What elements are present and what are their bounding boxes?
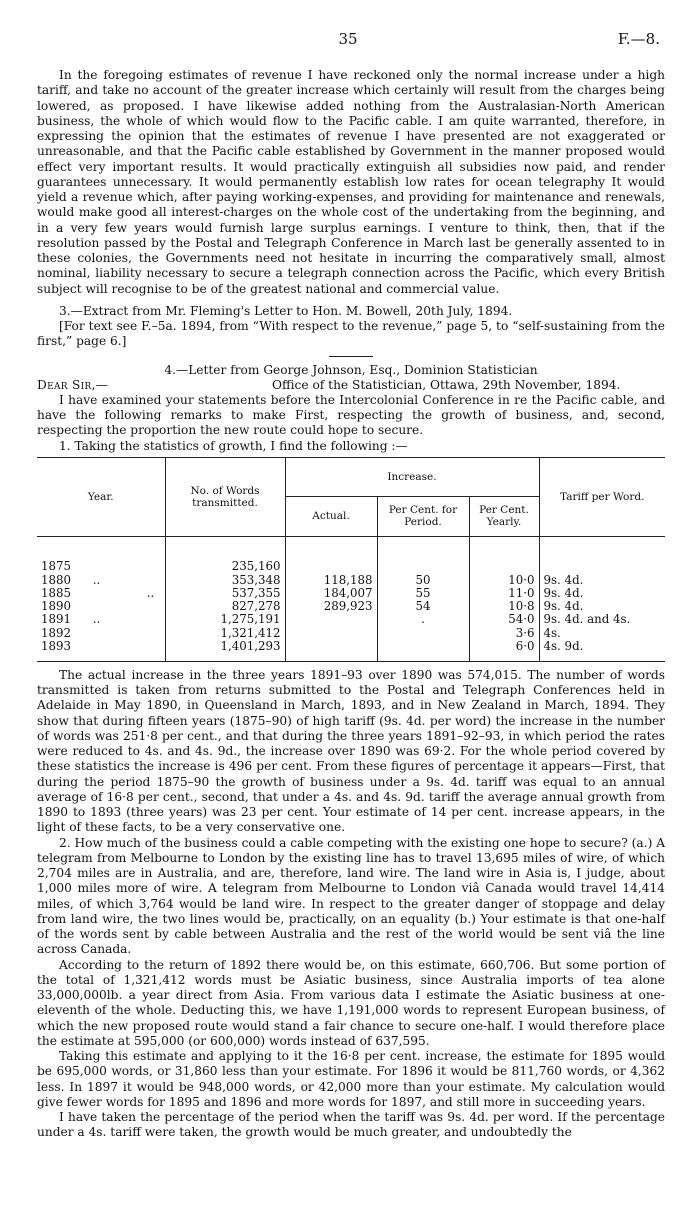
row-actual	[285, 627, 377, 640]
section-divider	[329, 356, 373, 357]
row-words: 827,278	[165, 600, 285, 613]
row-period	[377, 560, 469, 573]
extract-heading: 3.—Extract from Mr. Fleming's Letter to Hon. M. Bowell, 20th July, 1894.	[59, 303, 513, 318]
row-words: 1,321,412	[165, 627, 285, 640]
column-header-tariff: Tariff per Word.	[539, 457, 665, 536]
paragraph-statistics-intro: 1. Taking the statistics of growth, I find the following :—	[59, 438, 408, 453]
row-yearly: 11·0	[469, 587, 539, 600]
row-words: 235,160	[165, 560, 285, 573]
page-number: 35	[338, 30, 358, 48]
paragraph-estimate-projection: Taking this estimate and applying to it the 16·8 per cent. increase, the estimate for 1895 would be 695,000 words, or 31,860 less than your estimate. For 1896 it would be 811,760 words, or 4,362 less. In 1897 it would be 948,000 words, or 42,000 more than your estimate. My calculation would give fewer words for 1895 and 1896 and more words for 1897, and still more in succeeding years.	[37, 1049, 665, 1109]
salutation-line	[37, 378, 665, 393]
leader-dots: ..	[92, 612, 101, 627]
row-tariff: 9s. 4d.	[539, 600, 665, 613]
column-header-per-yearly: Per Cent. Yearly.	[469, 496, 539, 536]
column-header-actual: Actual.	[285, 496, 377, 536]
row-period: 55	[377, 587, 469, 600]
row-tariff: 4s. 9d.	[539, 640, 665, 653]
extract-note: [For text see F.–5a. 1894, from “With respect to the revenue,” page 5, to “self-sustaining from the first,” page 6.]	[37, 319, 665, 349]
row-tariff: 9s. 4d. and 4s.	[539, 613, 665, 626]
paragraph-tariff-percentage: I have taken the percentage of the period when the tariff was 9s. 4d. per word. If the percentage under a 4s. tariff were taken, the growth would be much greater, and undoubtedly the	[37, 1110, 665, 1140]
row-period: 54	[377, 600, 469, 613]
row-yearly: 3·6	[469, 627, 539, 640]
letter-heading: 4.—Letter from George Johnson, Esq., Dominion Statistician	[164, 362, 538, 377]
office-address: Office of the Statistician, Ottawa, 29th November, 1894.	[272, 377, 621, 392]
leader-dots: ..	[92, 572, 101, 587]
paragraph-return-1892: According to the return of 1892 there would be, on this estimate, 660,706. But some portion of the total of 1,321,412 words must be Asiatic business, since Australia imports of tea alone 33,000,000lb. a year direct from Asia. From various data I estimate the Asiatic business at one-eleventh of the whole. Deducting this, we have 1,191,000 words to represent European business, of which the new proposed route would stand a fair chance to secure one-half. I would therefore place the estimate at 595,000 (or 600,000) words instead of 637,595.	[37, 957, 665, 1048]
table-row	[37, 627, 665, 640]
row-yearly: 10·0	[469, 574, 539, 587]
row-period: 50	[377, 574, 469, 587]
leader-dots: ..	[146, 585, 155, 600]
row-actual	[285, 613, 377, 626]
row-year: 1893	[41, 639, 72, 654]
column-header-per-period: Per Cent. for Period.	[377, 496, 469, 536]
column-header-year: Year.	[37, 457, 165, 536]
salutation: Dear Sir,—	[37, 377, 109, 392]
row-year: 1885	[41, 585, 72, 600]
row-year: 1891	[41, 612, 72, 627]
row-year: 1892	[41, 625, 72, 640]
row-yearly: 54·0	[469, 613, 539, 626]
paragraph-intro: I have examined your statements before the Intercolonial Conference in re the Pacific cable, and have the following remarks to make First, respecting the growth of business, and, second, respecting the proportion the new route could hope to secure.	[37, 392, 665, 438]
row-actual: 289,923	[285, 600, 377, 613]
row-yearly: 6·0	[469, 640, 539, 653]
document-body	[37, 68, 665, 1141]
row-actual	[285, 640, 377, 653]
page-header	[0, 30, 700, 52]
row-year: 1880	[41, 572, 72, 587]
row-year: 1875	[41, 559, 72, 574]
table-row	[37, 613, 665, 626]
row-period	[377, 640, 469, 653]
row-words: 353,348	[165, 574, 285, 587]
row-words: 1,401,293	[165, 640, 285, 653]
page-reference: F.—8.	[617, 30, 660, 48]
table-row	[37, 640, 665, 653]
row-period	[377, 627, 469, 640]
table-row	[37, 560, 665, 573]
paragraph-revenue-estimates: In the foregoing estimates of revenue I have reckoned only the normal increase under a high tariff, and take no account of the greater increase which certainly will result from the charges being lowered, as proposed. I have likewise added nothing from the Australasian-North American business, the whole of which would flow to the Pacific cable. I am quite warranted, therefore, in expressing the opinion that the estimates of revenue I have presented are not exaggerated or unreasonable, and that the Pacific cable established by Government in the manner proposed would effect very important results. It would practically extinguish all subsidies now paid, and render guarantees unnecessary. It would permanently establish low rates for ocean telegraphy It would yield a revenue which, after paying working-expenses, and providing for maintenance and renewals, would make good all interest-charges on the whole cost of the undertaking from the beginning, and in a very few years would furnish large surplus earnings. I venture to think, then, that if the resolution passed by the Postal and Telegraph Conference in March last be generally assented to in these colonies, the Governments need not hesitate in incurring the comparatively small, almost nominal, liability necessary to secure a telegraph connection across the Pacific, which every British subject will recognise to be of the greatest national and commercial value.	[37, 68, 665, 296]
row-actual: 118,188	[285, 574, 377, 587]
table-row	[37, 574, 665, 587]
row-tariff: 9s. 4d.	[539, 587, 665, 600]
paragraph-business-share: 2. How much of the business could a cable competing with the existing one hope to secure? (a.) A telegram from Melbourne to London by the existing line has to travel 13,695 miles of wire, of which 2,704 miles are in Australia, and are, therefore, land wire. The land wire in Asia is, I judge, about 1,000 miles more of wire. A telegram from Melbourne to London viâ Canada would travel 14,414 miles, of which 3,764 would be land wire. In respect to the greater danger of stoppage and delay from land wire, the two lines would be, practically, on an equality (b.) Your estimate is that one-half of the words sent by cable between Australia and the rest of the world would be sent viâ the line across Canada.	[37, 835, 665, 957]
row-tariff: 4s.	[539, 627, 665, 640]
table-row	[37, 600, 665, 613]
column-header-words: No. of Words transmitted.	[165, 457, 285, 536]
row-tariff	[539, 560, 665, 573]
row-period: .	[377, 613, 469, 626]
table-row	[37, 587, 665, 600]
row-words: 537,355	[165, 587, 285, 600]
row-year: 1890	[41, 599, 72, 614]
row-yearly: 10·8	[469, 600, 539, 613]
row-tariff: 9s. 4d.	[539, 574, 665, 587]
column-header-increase: Increase.	[285, 457, 539, 496]
row-actual: 184,007	[285, 587, 377, 600]
row-yearly	[469, 560, 539, 573]
paragraph-actual-increase: The actual increase in the three years 1891–93 over 1890 was 574,015. The number of words transmitted is taken from returns submitted to the Postal and Telegraph Conferences held in Adelaide in May 1890, in Queensland in March, 1893, and in New Zealand in March, 1894. They show that during fifteen years (1875–90) of high tariff (9s. 4d. per word) the increase in the number of words was 251·8 per cent., and that during the three years 1891–92–93, in which period the rates were reduced to 4s. and 4s. 9d., the increase over 1890 was 69·2. For the whole period covered by these statistics the increase is 496 per cent. From these figures of percentage it appears—First, that during the period 1875–90 the growth of business under a 9s. 4d. tariff was equal to an annual average of 16·8 per cent., second, that under a 4s. and 4s. 9d. tariff the average annual growth from 1890 to 1893 (three years) was 23 per cent. Your estimate of 14 per cent. increase appears, in the light of these facts, to be a very conservative one.	[37, 667, 665, 835]
row-actual	[285, 560, 377, 573]
row-words: 1,275,191	[165, 613, 285, 626]
growth-statistics-table	[37, 457, 665, 662]
